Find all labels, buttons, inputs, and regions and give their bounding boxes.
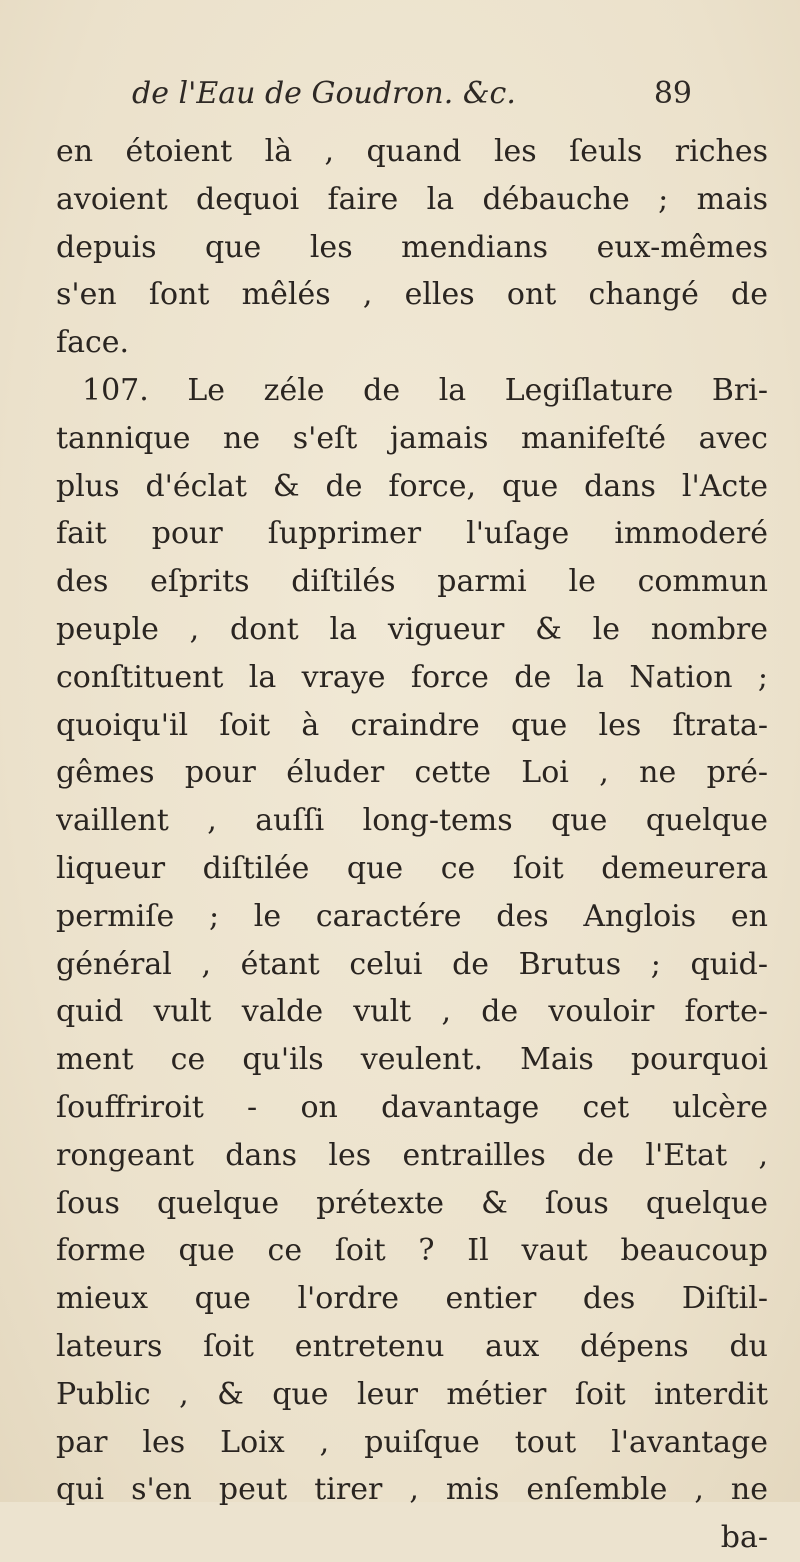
text-line: ment ce qu'ils veulent. Mais pourquoi	[56, 1042, 768, 1078]
text-line: en étoient là , quand les ſeuls riches	[56, 134, 768, 169]
text-line: permiſe ; le caractére des Anglois en	[56, 898, 768, 934]
text-line: vaillent , auſſi long-tems que quelque	[56, 803, 768, 839]
text-line: plus d'éclat & de force, que dans l'Acte	[56, 468, 768, 504]
text-line: mieux que l'ordre entier des Diſtil-	[56, 1281, 768, 1317]
text-line: quoiqu'il ſoit à craindre que les ſtrata-	[56, 707, 768, 743]
text-line: gêmes pour éluder cette Loi , ne pré-	[56, 755, 768, 791]
text-line: forme que ce ſoit ? Il vaut beaucoup	[56, 1233, 768, 1269]
text-line: lateurs ſoit entretenu aux dépens du	[56, 1328, 768, 1364]
text-line: tannique ne s'eſt jamais manifeſté avec	[56, 420, 768, 456]
text-line: face.	[56, 325, 130, 361]
catchword: ba-	[720, 1520, 768, 1556]
text-line: général , étant celui de Brutus ; quid-	[56, 946, 768, 982]
text-line: fait pour ſupprimer l'uſage immoderé	[56, 516, 768, 552]
text-line: peuple , dont la vigueur & le nombre	[56, 611, 768, 647]
page-number: 89	[653, 76, 692, 111]
text-line: par les Loix , puiſque tout l'avantage	[56, 1424, 768, 1460]
paragraph-start-line: 107. Le zéle de la Legiſlature Bri-	[82, 372, 768, 408]
text-line: ſous quelque prétexte & ſous quelque	[56, 1185, 768, 1221]
text-line: qui s'en peut tirer , mis enſemble , ne	[56, 1472, 768, 1508]
text-line: quid vult valde vult , de vouloir forte-	[56, 994, 768, 1030]
text-line: conſtituent la vraye force de la Nation ;	[56, 659, 768, 695]
text-line: s'en ſont mêlés , elles ont changé de	[56, 277, 768, 313]
text-line: liqueur diſtilée que ce ſoit demeurera	[56, 850, 768, 886]
text-line: ſouffriroit - on davantage cet ulcère	[56, 1089, 768, 1125]
text-line: des eſprits diſtilés parmi le commun	[56, 564, 768, 600]
body-text	[56, 128, 768, 1562]
page-header	[132, 76, 692, 126]
text-line: depuis que les mendians eux-mêmes	[56, 229, 768, 265]
text-line: Public , & que leur métier ſoit interdit	[56, 1376, 768, 1412]
text-line: rongeant dans les entrailles de l'Etat ,	[56, 1137, 768, 1173]
text-line: avoient dequoi faire la débauche ; mais	[56, 181, 768, 217]
running-title: de l'Eau de Goudron. &c.	[132, 76, 516, 111]
